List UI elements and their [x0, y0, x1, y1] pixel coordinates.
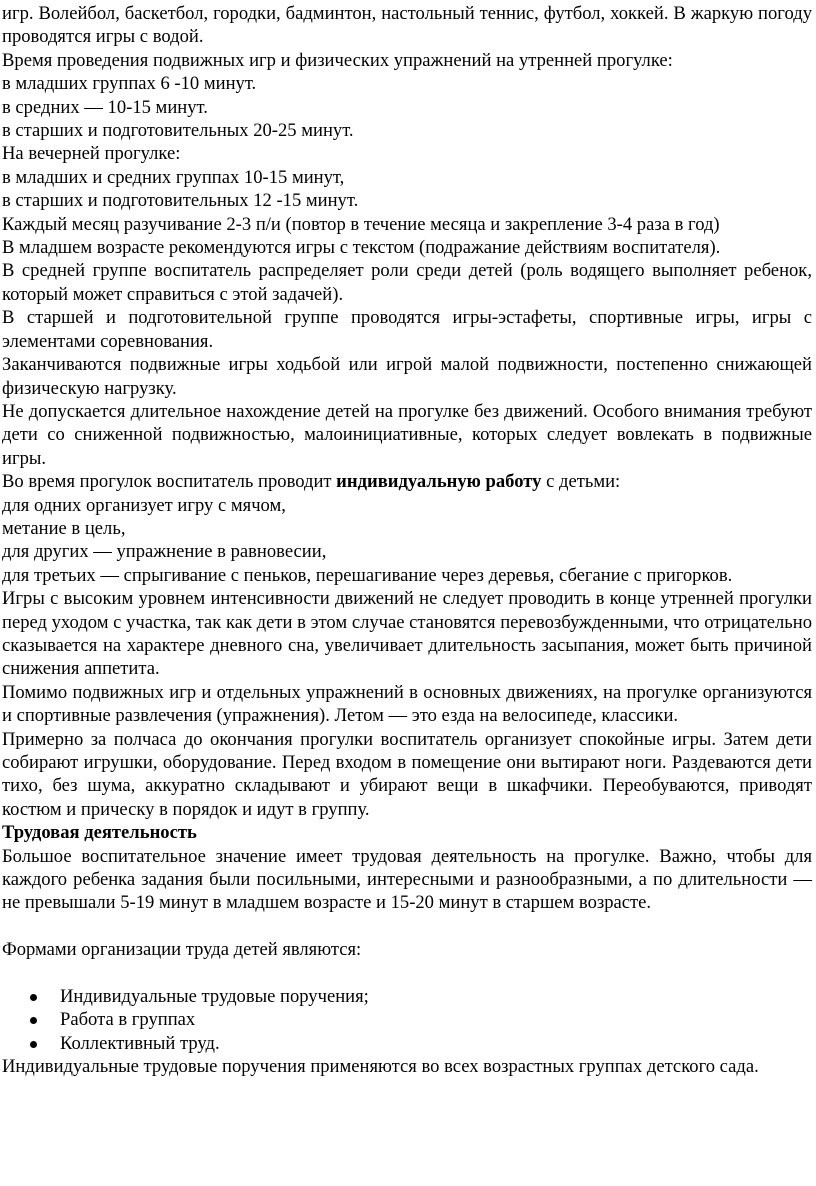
- individual-work-before: Во время прогулок воспитатель проводит: [2, 471, 337, 493]
- bullet-icon: [30, 994, 37, 1001]
- list-item-text: Индивидуальные трудовые поручения;: [60, 986, 369, 1008]
- line-evening-junior-middle: в младших и средних группах 10-15 минут,: [2, 166, 345, 188]
- paragraph-middle-group: В средней группе воспитатель распределяет роли среди детей (роль водящего выполняет ребенок, который может справиться с этой задачей).: [2, 260, 812, 305]
- section-heading-text: Трудовая деятельность: [2, 822, 197, 844]
- section-heading: [2, 821, 812, 844]
- paragraph-games-list: игр. Волейбол, баскетбол, городки, бадминтон, настольный теннис, футбол, хоккей. В жаркую погоду проводятся игры с водой.: [2, 3, 812, 48]
- paragraph-walk-end: Примерно за полчаса до окончания прогулки воспитатель организует спокойные игры. Затем дети собирают игрушки, оборудование. Перед входом в помещение они вытирают ноги. Раздеваются дети тихо, без шума, аккуратно складывают и убирают вещи в шкафчики. Переобуваются, приводят костюм и прическу в порядок и идут в группу.: [2, 728, 812, 820]
- blank-line: [2, 915, 812, 938]
- paragraph-monthly-learning: Каждый месяц разучивание 2-3 п/и (повтор в течение месяца и закрепление 3-4 раза в год): [2, 213, 720, 235]
- line-target-throw: метание в цель,: [2, 517, 126, 539]
- paragraph-morning-walk-intro: Время проведения подвижных игр и физических упражнений на утренней прогулке:: [2, 49, 673, 71]
- list-item: [2, 1008, 812, 1031]
- list-item-text: Работа в группах: [60, 1009, 196, 1031]
- line-evening-senior: в старших и подготовительных 12 -15 минут.: [2, 190, 359, 212]
- paragraph-junior-age: В младшем возрасте рекомендуются игры с текстом (подражание действиям воспитателя).: [2, 237, 721, 259]
- paragraph-no-inactivity: Не допускается длительное нахождение детей на прогулке без движений. Особого внимания требуют дети со сниженной подвижностью, малоинициативные, которых следует вовлекать в подвижные игры.: [2, 400, 812, 469]
- line-jumping: для третьих — спрыгивание с пеньков, перешагивание через деревья, сбегание с пригорков.: [2, 564, 733, 586]
- list-item-text: Коллективный труд.: [60, 1032, 220, 1054]
- paragraph-forms-intro: Формами организации труда детей являются:: [2, 939, 362, 961]
- individual-work-after: с детьми:: [541, 471, 621, 493]
- paragraph-game-ending: Заканчиваются подвижные игры ходьбой или игрой малой подвижности, постепенно снижающей физическую нагрузку.: [2, 354, 812, 399]
- individual-work-bold: индивидуальную работу: [336, 471, 542, 493]
- line-evening-walk: На вечерней прогулке:: [2, 143, 181, 165]
- line-junior-groups: в младших группах 6 -10 минут.: [2, 73, 257, 95]
- paragraph-senior-group: В старшей и подготовительной группе проводятся игры-эстафеты, спортивные игры, игры с элементами соревнования.: [2, 307, 812, 352]
- bullet-icon: [30, 1017, 37, 1024]
- line-balance: для других — упражнение в равновесии,: [2, 541, 327, 563]
- line-ball-game: для одних организует игру с мячом,: [2, 494, 286, 516]
- blank-line: [2, 962, 812, 985]
- paragraph-individual-work: [2, 470, 812, 493]
- paragraph-high-intensity: Игры с высоким уровнем интенсивности движений не следует проводить в конце утренней прогулки перед уходом с участка, так как дети в этом случае становятся перевозбужденными, что отрицательно сказывается на характере дневного сна, увеличивает длительность засыпания, может быть причиной снижения аппетита.: [2, 588, 812, 680]
- paragraph-sport-entertainment: Помимо подвижных игр и отдельных упражнений в основных движениях, на прогулке организуются и спортивные развлечения (упражнения). Летом — это езда на велосипеде, классики.: [2, 681, 812, 727]
- forms-list: [2, 985, 812, 1055]
- list-item: [2, 985, 812, 1008]
- line-middle-groups: в средних — 10-15 минут.: [2, 96, 208, 118]
- line-senior-groups: в старших и подготовительных 20-25 минут.: [2, 120, 354, 142]
- list-item: [2, 1032, 812, 1055]
- bullet-icon: [30, 1041, 37, 1048]
- paragraph-labor-value: Большое воспитательное значение имеет трудовая деятельность на прогулке. Важно, чтобы для каждого ребенка задания были посильными, интересными и разнообразными, а по длительности — не превышали 5-19 минут в младшем возрасте и 15-20 минут в старшем возрасте.: [2, 845, 812, 914]
- paragraph-individual-assignments: Индивидуальные трудовые поручения применяются во всех возрастных группах детского сада.: [2, 1056, 759, 1078]
